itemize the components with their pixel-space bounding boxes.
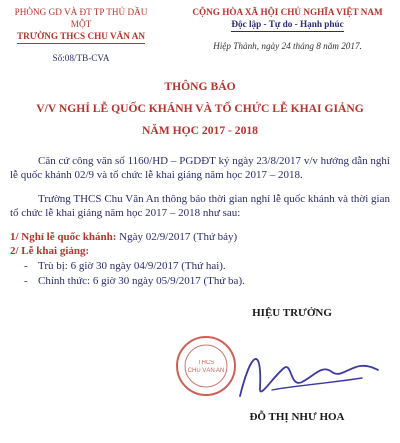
header-left <box>6 6 156 64</box>
list-item-rehearsal <box>24 259 226 273</box>
section-opening-ceremony <box>10 244 89 258</box>
header-right <box>180 6 395 52</box>
svg-text:CHU VĂN AN: CHU VĂN AN <box>187 368 225 374</box>
section-holiday-value: Ngày 02/9/2017 (Thứ bảy) <box>116 231 238 243</box>
notice-title: THÔNG BÁO <box>164 80 236 93</box>
section-holiday <box>10 230 237 244</box>
rehearsal-text: Trù bị: 6 giờ 30 ngày 04/9/2017 (Thứ hai). <box>38 260 226 272</box>
school-year: NĂM HỌC 2017 - 2018 <box>142 124 258 137</box>
section-opening-label: 2/ Lễ khai giảng: <box>10 245 90 257</box>
nation-name: CỘNG HÒA XÃ HỘI CHỦ NGHĨA VIỆT NAM <box>192 7 383 17</box>
svg-text:THCS: THCS <box>197 360 215 366</box>
paragraph-basis: Căn cứ công văn số 1160/HD – PGDĐT ký ngày 23/8/2017 v/v hướng dẫn nghỉ lễ quốc khánh 02/9 và tổ chức lễ khai giảng năm học 2017 – 2018. <box>10 155 390 181</box>
agency-name: PHÒNG GD VÀ ĐT TP THỦ DẦU MỘT <box>14 7 148 29</box>
list-item-official <box>24 274 245 288</box>
school-name: TRƯỜNG THCS CHU VĂN AN <box>17 30 145 44</box>
paragraph-announcement: Trường THCS Chu Văn An thông báo thời gian nghỉ lễ quốc khánh và thời gian tổ chức lễ khai giảng năm học 2017 – 2018 như sau: <box>10 193 390 219</box>
school-seal <box>174 334 238 398</box>
notice-subject: V/V NGHỈ LỄ QUỐC KHÁNH VÀ TỔ CHỨC LỄ KHAI GIẢNG <box>36 102 364 115</box>
signatory-name: ĐỖ THỊ NHƯ HOA <box>249 411 345 423</box>
place-date: Hiệp Thành, ngày 24 tháng 8 năm 2017. <box>213 41 362 51</box>
document-number: Số:08/TB-CVA <box>52 53 110 63</box>
official-text: Chính thức: 6 giờ 30 ngày 05/9/2017 (Thứ ba). <box>38 275 245 287</box>
dash-bullet: - <box>24 260 28 272</box>
section-holiday-label: 1/ Nghỉ lễ quốc khánh: <box>10 231 117 243</box>
dash-bullet: - <box>24 275 28 287</box>
signatory-title: HIỆU TRƯỞNG <box>252 307 332 319</box>
handwritten-signature <box>232 338 382 406</box>
national-motto: Độc lập - Tự do - Hạnh phúc <box>231 18 343 32</box>
